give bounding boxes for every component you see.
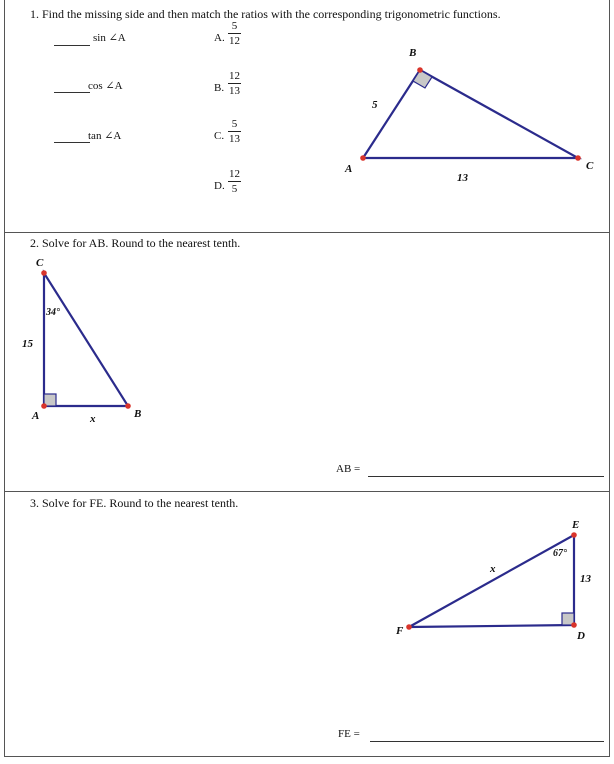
vertex-label-a: A	[345, 163, 353, 175]
vertex-label-b: B	[409, 47, 417, 59]
side-label-ab: x	[90, 413, 96, 425]
choice-b-denominator: 13	[229, 85, 240, 97]
choice-a-denominator: 12	[229, 35, 240, 47]
choice-c-numerator: 5	[231, 118, 238, 130]
choice-a-numerator: 5	[231, 20, 238, 32]
side-label-ed: 13	[580, 573, 591, 585]
answer-line-fe[interactable]	[370, 741, 604, 742]
point-e	[571, 532, 577, 538]
function-sin: sin ∠A	[93, 32, 126, 44]
side-label-ac: 15	[22, 338, 33, 350]
vertex-label-c: C	[36, 257, 44, 269]
choice-d-denominator: 5	[231, 183, 238, 195]
vertex-label-e: E	[572, 519, 580, 531]
function-tan: tan ∠A	[88, 130, 122, 142]
angle-label-c: 34°	[46, 307, 60, 318]
vertex-label-f: F	[396, 625, 404, 637]
question-3-prompt: 3. Solve for FE. Round to the nearest tenth.	[30, 496, 239, 510]
side-label-ab: 5	[372, 99, 378, 111]
function-cos: cos ∠A	[88, 80, 123, 92]
point-f	[406, 624, 412, 630]
choice-a-letter: A.	[214, 32, 225, 44]
choice-c-letter: C.	[214, 130, 225, 142]
question-1-prompt: 1. Find the missing side and then match the ratios with the corresponding trigonometric functions.	[30, 7, 501, 21]
side-label-ac: 13	[457, 172, 468, 184]
choice-b-numerator: 12	[229, 70, 240, 82]
vertex-label-d: D	[577, 630, 585, 642]
vertex-label-c: C	[586, 160, 594, 172]
answer-label-ab: AB =	[336, 463, 361, 475]
choice-d-letter: D.	[214, 180, 225, 192]
choice-c-denominator: 13	[229, 133, 240, 145]
vertex-label-a: A	[32, 410, 40, 422]
triangle-def	[409, 535, 574, 627]
angle-label-e: 67°	[553, 548, 567, 559]
vertex-label-b: B	[134, 408, 142, 420]
side-label-fe: x	[490, 563, 496, 575]
choice-d-numerator: 12	[229, 168, 240, 180]
answer-label-fe: FE =	[338, 728, 360, 740]
point-d	[571, 622, 577, 628]
question-2-prompt: 2. Solve for AB. Round to the nearest tenth.	[30, 236, 241, 250]
choice-b-letter: B.	[214, 82, 225, 94]
